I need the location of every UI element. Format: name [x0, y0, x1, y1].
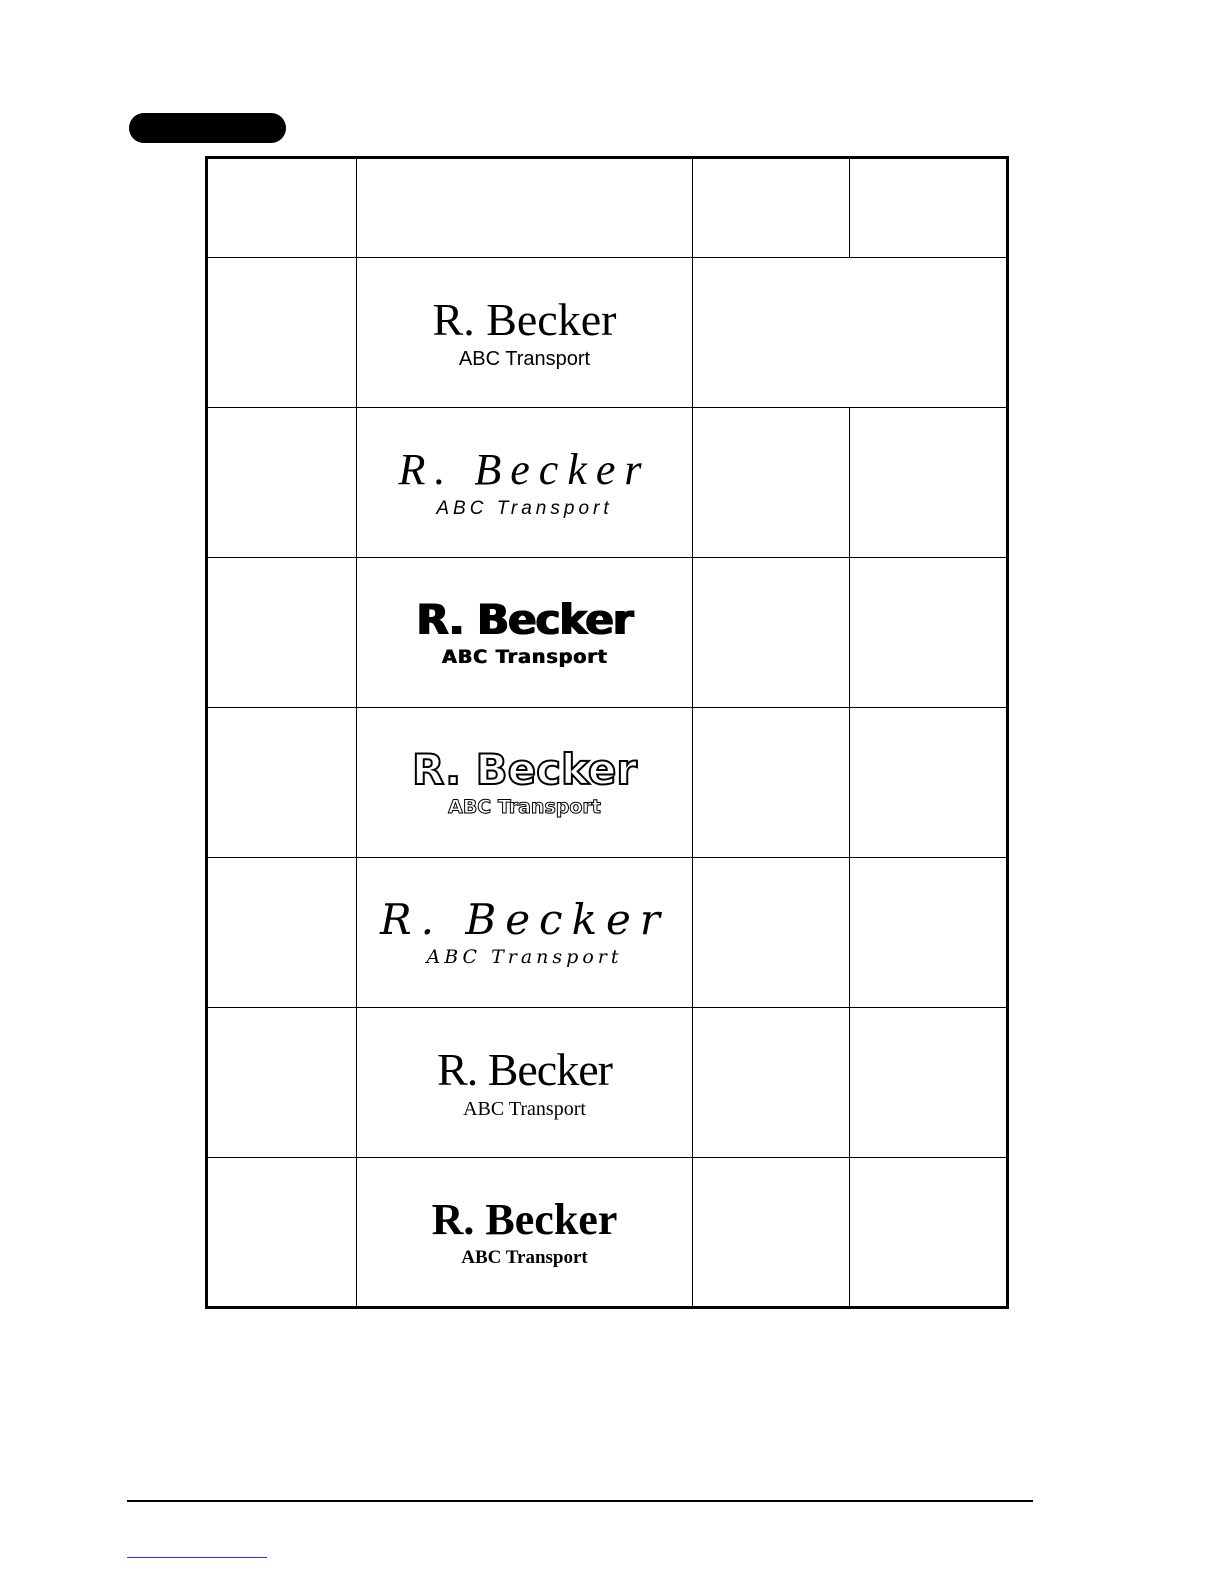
sample-name: R. Becker	[411, 745, 638, 795]
value-cell-col4	[850, 408, 1008, 558]
font-name-cell	[207, 1008, 357, 1158]
sample-cell	[357, 258, 693, 408]
value-cell-col3	[693, 558, 850, 708]
sample-cell	[357, 558, 693, 708]
value-cell-col4	[850, 708, 1008, 858]
font-name-cell	[207, 1158, 357, 1308]
section-tab-label	[129, 113, 286, 143]
table-row	[207, 408, 1008, 558]
table-row	[207, 1158, 1008, 1308]
sample-cell	[357, 1158, 693, 1308]
sample-cell	[357, 1008, 693, 1158]
font-sample	[380, 896, 669, 968]
font-name-cell	[207, 408, 357, 558]
value-cell-col4	[850, 558, 1008, 708]
value-cell-col3	[693, 858, 850, 1008]
font-sample	[432, 1195, 618, 1269]
font-sample-table	[205, 156, 1009, 1309]
sample-cell	[357, 408, 693, 558]
font-sample	[399, 445, 651, 519]
sample-name: R. Becker	[432, 293, 617, 345]
font-sample	[412, 746, 637, 818]
value-cell-col3	[693, 708, 850, 858]
font-sample	[416, 596, 632, 668]
font-sample	[433, 294, 617, 372]
sample-company: ABC Transport	[461, 1247, 588, 1269]
table-row	[207, 858, 1008, 1008]
sample-name: R. Becker	[431, 1194, 618, 1244]
value-cell-col4	[850, 858, 1008, 1008]
sample-company: ABC Transport	[458, 348, 591, 371]
value-cell-col4	[850, 1008, 1008, 1158]
sample-company: ABC Transport	[463, 1098, 586, 1121]
merged-cell	[693, 258, 1008, 408]
footer-rule	[127, 1500, 1033, 1502]
sample-name: R. Becker	[380, 895, 669, 945]
sample-name: R. Becker	[437, 1043, 612, 1095]
header-cell-sample	[357, 158, 693, 258]
sample-company: ABC Transport	[441, 645, 608, 668]
table-row	[207, 258, 1008, 408]
footer-link-underline	[127, 1557, 267, 1558]
value-cell-col3	[693, 1008, 850, 1158]
sample-company: ABC Transport	[448, 795, 601, 818]
table-header-row	[207, 158, 1008, 258]
header-cell-col3	[693, 158, 850, 258]
sample-company: ABC Transport	[436, 497, 613, 519]
sample-name: R. Becker	[416, 595, 633, 645]
font-sample	[437, 1044, 612, 1122]
value-cell-col3	[693, 408, 850, 558]
font-name-cell	[207, 258, 357, 408]
header-cell-font	[207, 158, 357, 258]
font-name-cell	[207, 558, 357, 708]
font-name-cell	[207, 858, 357, 1008]
table-row	[207, 558, 1008, 708]
header-cell-col4	[850, 158, 1008, 258]
value-cell-col4	[850, 1158, 1008, 1308]
sample-cell	[357, 708, 693, 858]
table-row	[207, 708, 1008, 858]
table-row	[207, 1008, 1008, 1158]
font-name-cell	[207, 708, 357, 858]
sample-company: ABC Transport	[426, 945, 623, 968]
value-cell-col3	[693, 1158, 850, 1308]
sample-name: R. Becker	[398, 445, 651, 495]
sample-cell	[357, 858, 693, 1008]
